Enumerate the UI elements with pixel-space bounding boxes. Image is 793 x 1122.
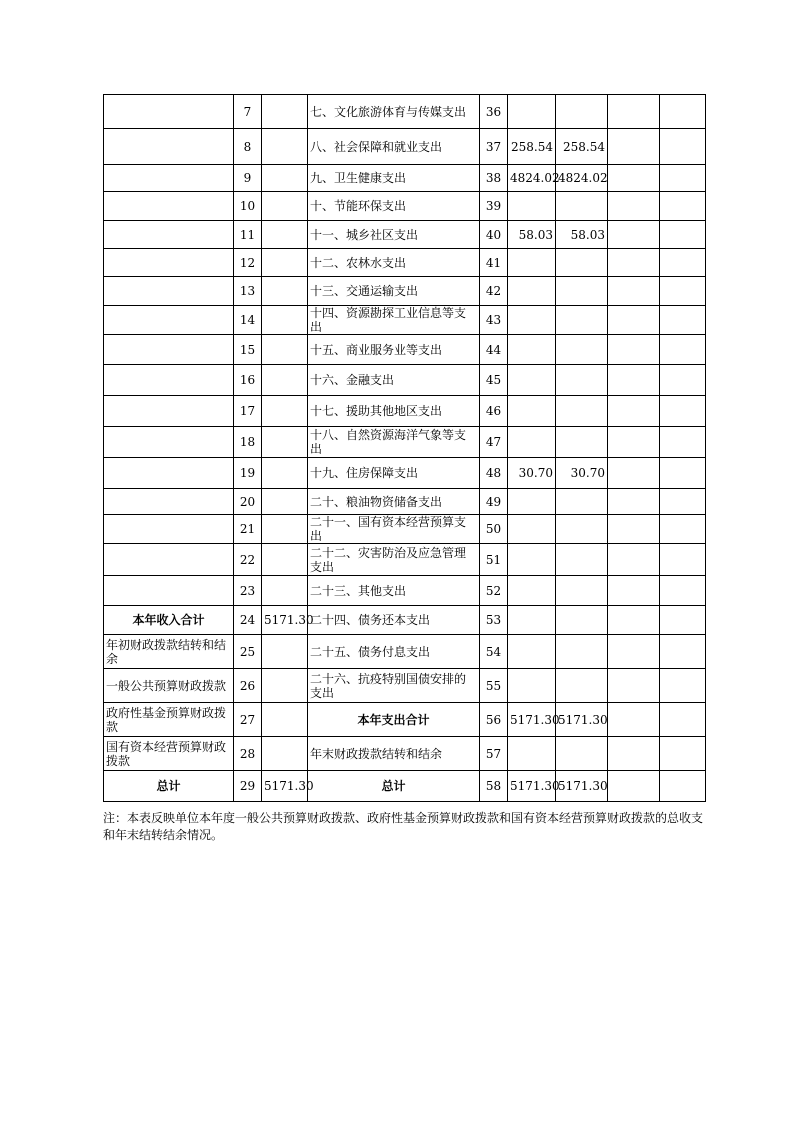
income-amount-cell bbox=[262, 489, 308, 515]
expense-general-budget-cell: 58.03 bbox=[556, 221, 608, 249]
expense-total-cell: 258.54 bbox=[508, 129, 556, 165]
expense-item-cell: 十二、农林水支出 bbox=[308, 249, 480, 277]
expense-state-capital-cell bbox=[660, 396, 706, 427]
expense-item-cell: 七、文化旅游体育与传媒支出 bbox=[308, 95, 480, 129]
expense-total-cell bbox=[508, 249, 556, 277]
expense-total-cell bbox=[508, 544, 556, 576]
table-row bbox=[104, 515, 706, 544]
expense-line-number-cell: 49 bbox=[480, 489, 508, 515]
income-amount-cell bbox=[262, 737, 308, 771]
expense-state-capital-cell bbox=[660, 458, 706, 489]
expense-item-cell: 十九、住房保障支出 bbox=[308, 458, 480, 489]
expense-general-budget-cell: 5171.30 bbox=[556, 703, 608, 737]
expense-line-number-cell: 42 bbox=[480, 277, 508, 306]
expense-fund-budget-cell bbox=[608, 129, 660, 165]
expense-state-capital-cell bbox=[660, 576, 706, 606]
expense-item-cell: 本年支出合计 bbox=[308, 703, 480, 737]
income-item-cell: 国有资本经营预算财政拨款 bbox=[104, 737, 234, 771]
income-amount-cell bbox=[262, 365, 308, 396]
income-item-cell bbox=[104, 165, 234, 192]
expense-line-number-cell: 56 bbox=[480, 703, 508, 737]
expense-line-number-cell: 43 bbox=[480, 306, 508, 335]
expense-state-capital-cell bbox=[660, 306, 706, 335]
table-row bbox=[104, 192, 706, 221]
expense-total-cell bbox=[508, 95, 556, 129]
income-item-cell bbox=[104, 277, 234, 306]
expense-total-cell bbox=[508, 606, 556, 635]
income-line-number-cell: 15 bbox=[234, 335, 262, 365]
table-row bbox=[104, 606, 706, 635]
income-item-cell: 本年收入合计 bbox=[104, 606, 234, 635]
table-row bbox=[104, 396, 706, 427]
fiscal-appropriation-table bbox=[103, 94, 706, 802]
table-row bbox=[104, 277, 706, 306]
income-amount-cell bbox=[262, 576, 308, 606]
expense-state-capital-cell bbox=[660, 335, 706, 365]
expense-item-cell: 年末财政拨款结转和结余 bbox=[308, 737, 480, 771]
expense-fund-budget-cell bbox=[608, 544, 660, 576]
income-amount-cell bbox=[262, 335, 308, 365]
expense-general-budget-cell: 5171.30 bbox=[556, 771, 608, 802]
expense-fund-budget-cell bbox=[608, 427, 660, 458]
expense-fund-budget-cell bbox=[608, 737, 660, 771]
table-row bbox=[104, 221, 706, 249]
expense-general-budget-cell bbox=[556, 515, 608, 544]
expense-item-cell: 二十五、债务付息支出 bbox=[308, 635, 480, 669]
income-item-cell bbox=[104, 489, 234, 515]
expense-general-budget-cell bbox=[556, 544, 608, 576]
expense-state-capital-cell bbox=[660, 221, 706, 249]
expense-item-cell: 二十三、其他支出 bbox=[308, 576, 480, 606]
income-line-number-cell: 25 bbox=[234, 635, 262, 669]
expense-general-budget-cell bbox=[556, 365, 608, 396]
expense-item-cell: 九、卫生健康支出 bbox=[308, 165, 480, 192]
expense-line-number-cell: 46 bbox=[480, 396, 508, 427]
income-item-cell: 政府性基金预算财政拨款 bbox=[104, 703, 234, 737]
expense-total-cell bbox=[508, 515, 556, 544]
income-item-cell bbox=[104, 95, 234, 129]
income-item-cell bbox=[104, 365, 234, 396]
expense-general-budget-cell bbox=[556, 396, 608, 427]
income-item-cell bbox=[104, 192, 234, 221]
expense-general-budget-cell: 4824.02 bbox=[556, 165, 608, 192]
expense-line-number-cell: 37 bbox=[480, 129, 508, 165]
income-line-number-cell: 8 bbox=[234, 129, 262, 165]
income-amount-cell bbox=[262, 427, 308, 458]
income-amount-cell bbox=[262, 515, 308, 544]
expense-item-cell: 十、节能环保支出 bbox=[308, 192, 480, 221]
income-line-number-cell: 23 bbox=[234, 576, 262, 606]
income-item-cell bbox=[104, 306, 234, 335]
expense-general-budget-cell bbox=[556, 249, 608, 277]
table-row bbox=[104, 703, 706, 737]
income-line-number-cell: 22 bbox=[234, 544, 262, 576]
expense-item-cell: 十八、自然资源海洋气象等支出 bbox=[308, 427, 480, 458]
expense-fund-budget-cell bbox=[608, 165, 660, 192]
income-amount-cell bbox=[262, 669, 308, 703]
income-item-cell bbox=[104, 396, 234, 427]
expense-state-capital-cell bbox=[660, 606, 706, 635]
expense-fund-budget-cell bbox=[608, 458, 660, 489]
expense-general-budget-cell bbox=[556, 737, 608, 771]
expense-line-number-cell: 47 bbox=[480, 427, 508, 458]
table-row bbox=[104, 249, 706, 277]
expense-state-capital-cell bbox=[660, 515, 706, 544]
income-amount-cell: 5171.30 bbox=[262, 606, 308, 635]
expense-total-cell: 30.70 bbox=[508, 458, 556, 489]
expense-total-cell bbox=[508, 335, 556, 365]
expense-total-cell bbox=[508, 365, 556, 396]
expense-general-budget-cell: 30.70 bbox=[556, 458, 608, 489]
expense-item-cell: 二十二、灾害防治及应急管理支出 bbox=[308, 544, 480, 576]
income-line-number-cell: 16 bbox=[234, 365, 262, 396]
table-row bbox=[104, 737, 706, 771]
income-amount-cell bbox=[262, 306, 308, 335]
income-item-cell bbox=[104, 458, 234, 489]
income-item-cell: 一般公共预算财政拨款 bbox=[104, 669, 234, 703]
expense-item-cell: 二十六、抗疫特别国债安排的支出 bbox=[308, 669, 480, 703]
income-amount-cell bbox=[262, 635, 308, 669]
expense-total-cell bbox=[508, 396, 556, 427]
income-amount-cell bbox=[262, 129, 308, 165]
income-item-cell bbox=[104, 576, 234, 606]
income-line-number-cell: 13 bbox=[234, 277, 262, 306]
expense-fund-budget-cell bbox=[608, 249, 660, 277]
expense-state-capital-cell bbox=[660, 489, 706, 515]
expense-line-number-cell: 58 bbox=[480, 771, 508, 802]
expense-general-budget-cell bbox=[556, 95, 608, 129]
table-row bbox=[104, 489, 706, 515]
table-row bbox=[104, 129, 706, 165]
income-amount-cell bbox=[262, 221, 308, 249]
table-row bbox=[104, 458, 706, 489]
expense-general-budget-cell bbox=[556, 306, 608, 335]
expense-fund-budget-cell bbox=[608, 635, 660, 669]
table-row bbox=[104, 165, 706, 192]
expense-total-cell bbox=[508, 306, 556, 335]
expense-state-capital-cell bbox=[660, 703, 706, 737]
expense-total-cell: 58.03 bbox=[508, 221, 556, 249]
table-row bbox=[104, 544, 706, 576]
income-amount-cell: 5171.30 bbox=[262, 771, 308, 802]
expense-fund-budget-cell bbox=[608, 771, 660, 802]
expense-line-number-cell: 51 bbox=[480, 544, 508, 576]
income-amount-cell bbox=[262, 544, 308, 576]
expense-item-cell: 十七、援助其他地区支出 bbox=[308, 396, 480, 427]
expense-line-number-cell: 52 bbox=[480, 576, 508, 606]
expense-state-capital-cell bbox=[660, 277, 706, 306]
expense-fund-budget-cell bbox=[608, 606, 660, 635]
table-row bbox=[104, 771, 706, 802]
expense-general-budget-cell bbox=[556, 427, 608, 458]
income-line-number-cell: 20 bbox=[234, 489, 262, 515]
expense-state-capital-cell bbox=[660, 165, 706, 192]
income-line-number-cell: 24 bbox=[234, 606, 262, 635]
income-line-number-cell: 14 bbox=[234, 306, 262, 335]
income-line-number-cell: 27 bbox=[234, 703, 262, 737]
expense-line-number-cell: 48 bbox=[480, 458, 508, 489]
expense-fund-budget-cell bbox=[608, 489, 660, 515]
table-row bbox=[104, 576, 706, 606]
expense-item-cell: 二十一、国有资本经营预算支出 bbox=[308, 515, 480, 544]
expense-item-cell: 十六、金融支出 bbox=[308, 365, 480, 396]
expense-line-number-cell: 41 bbox=[480, 249, 508, 277]
income-item-cell bbox=[104, 515, 234, 544]
income-amount-cell bbox=[262, 277, 308, 306]
expense-fund-budget-cell bbox=[608, 669, 660, 703]
expense-general-budget-cell bbox=[556, 606, 608, 635]
expense-line-number-cell: 53 bbox=[480, 606, 508, 635]
expense-fund-budget-cell bbox=[608, 277, 660, 306]
expense-fund-budget-cell bbox=[608, 576, 660, 606]
expense-total-cell bbox=[508, 192, 556, 221]
income-amount-cell bbox=[262, 249, 308, 277]
expense-fund-budget-cell bbox=[608, 192, 660, 221]
income-item-cell bbox=[104, 129, 234, 165]
expense-total-cell bbox=[508, 427, 556, 458]
expense-line-number-cell: 38 bbox=[480, 165, 508, 192]
income-line-number-cell: 18 bbox=[234, 427, 262, 458]
expense-state-capital-cell bbox=[660, 737, 706, 771]
expense-total-cell: 5171.30 bbox=[508, 703, 556, 737]
expense-state-capital-cell bbox=[660, 427, 706, 458]
table-row bbox=[104, 669, 706, 703]
expense-fund-budget-cell bbox=[608, 306, 660, 335]
expense-line-number-cell: 39 bbox=[480, 192, 508, 221]
income-line-number-cell: 9 bbox=[234, 165, 262, 192]
income-item-cell bbox=[104, 544, 234, 576]
income-line-number-cell: 17 bbox=[234, 396, 262, 427]
expense-fund-budget-cell bbox=[608, 703, 660, 737]
expense-fund-budget-cell bbox=[608, 95, 660, 129]
table-row bbox=[104, 306, 706, 335]
expense-item-cell: 十五、商业服务业等支出 bbox=[308, 335, 480, 365]
income-item-cell: 总计 bbox=[104, 771, 234, 802]
income-amount-cell bbox=[262, 458, 308, 489]
expense-item-cell: 总计 bbox=[308, 771, 480, 802]
income-amount-cell bbox=[262, 192, 308, 221]
income-line-number-cell: 10 bbox=[234, 192, 262, 221]
expense-total-cell bbox=[508, 737, 556, 771]
income-amount-cell bbox=[262, 396, 308, 427]
income-line-number-cell: 29 bbox=[234, 771, 262, 802]
expense-fund-budget-cell bbox=[608, 515, 660, 544]
expense-line-number-cell: 44 bbox=[480, 335, 508, 365]
expense-line-number-cell: 50 bbox=[480, 515, 508, 544]
income-amount-cell bbox=[262, 95, 308, 129]
income-line-number-cell: 21 bbox=[234, 515, 262, 544]
expense-general-budget-cell bbox=[556, 277, 608, 306]
expense-item-cell: 十一、城乡社区支出 bbox=[308, 221, 480, 249]
expense-total-cell: 4824.02 bbox=[508, 165, 556, 192]
income-line-number-cell: 28 bbox=[234, 737, 262, 771]
expense-general-budget-cell: 258.54 bbox=[556, 129, 608, 165]
expense-item-cell: 十三、交通运输支出 bbox=[308, 277, 480, 306]
expense-line-number-cell: 45 bbox=[480, 365, 508, 396]
table-body bbox=[104, 95, 706, 802]
expense-line-number-cell: 57 bbox=[480, 737, 508, 771]
expense-item-cell: 二十、粮油物资储备支出 bbox=[308, 489, 480, 515]
expense-state-capital-cell bbox=[660, 95, 706, 129]
expense-item-cell: 二十四、债务还本支出 bbox=[308, 606, 480, 635]
table-row bbox=[104, 635, 706, 669]
expense-state-capital-cell bbox=[660, 669, 706, 703]
income-line-number-cell: 12 bbox=[234, 249, 262, 277]
income-line-number-cell: 7 bbox=[234, 95, 262, 129]
income-amount-cell bbox=[262, 703, 308, 737]
income-line-number-cell: 11 bbox=[234, 221, 262, 249]
expense-state-capital-cell bbox=[660, 192, 706, 221]
expense-general-budget-cell bbox=[556, 635, 608, 669]
table-row bbox=[104, 335, 706, 365]
expense-total-cell: 5171.30 bbox=[508, 771, 556, 802]
expense-general-budget-cell bbox=[556, 576, 608, 606]
income-line-number-cell: 26 bbox=[234, 669, 262, 703]
expense-fund-budget-cell bbox=[608, 365, 660, 396]
expense-state-capital-cell bbox=[660, 365, 706, 396]
expense-total-cell bbox=[508, 635, 556, 669]
expense-state-capital-cell bbox=[660, 635, 706, 669]
expense-line-number-cell: 55 bbox=[480, 669, 508, 703]
expense-total-cell bbox=[508, 669, 556, 703]
income-amount-cell bbox=[262, 165, 308, 192]
income-item-cell bbox=[104, 249, 234, 277]
expense-state-capital-cell bbox=[660, 771, 706, 802]
table-footnote: 注：本表反映单位本年度一般公共预算财政拨款、政府性基金预算财政拨款和国有资本经营预算财政拨款的总收支和年末结转结余情况。 bbox=[103, 811, 704, 842]
income-item-cell bbox=[104, 427, 234, 458]
expense-state-capital-cell bbox=[660, 129, 706, 165]
expense-general-budget-cell bbox=[556, 489, 608, 515]
expense-total-cell bbox=[508, 489, 556, 515]
expense-general-budget-cell bbox=[556, 335, 608, 365]
expense-fund-budget-cell bbox=[608, 396, 660, 427]
expense-state-capital-cell bbox=[660, 544, 706, 576]
expense-general-budget-cell bbox=[556, 192, 608, 221]
expense-line-number-cell: 40 bbox=[480, 221, 508, 249]
expense-item-cell: 八、社会保障和就业支出 bbox=[308, 129, 480, 165]
expense-total-cell bbox=[508, 576, 556, 606]
income-item-cell bbox=[104, 335, 234, 365]
expense-line-number-cell: 36 bbox=[480, 95, 508, 129]
expense-item-cell: 十四、资源勘探工业信息等支出 bbox=[308, 306, 480, 335]
expense-line-number-cell: 54 bbox=[480, 635, 508, 669]
expense-fund-budget-cell bbox=[608, 335, 660, 365]
income-item-cell bbox=[104, 221, 234, 249]
table-row bbox=[104, 365, 706, 396]
income-item-cell: 年初财政拨款结转和结余 bbox=[104, 635, 234, 669]
expense-state-capital-cell bbox=[660, 249, 706, 277]
income-line-number-cell: 19 bbox=[234, 458, 262, 489]
expense-general-budget-cell bbox=[556, 669, 608, 703]
table-row bbox=[104, 427, 706, 458]
table-row bbox=[104, 95, 706, 129]
expense-total-cell bbox=[508, 277, 556, 306]
expense-fund-budget-cell bbox=[608, 221, 660, 249]
